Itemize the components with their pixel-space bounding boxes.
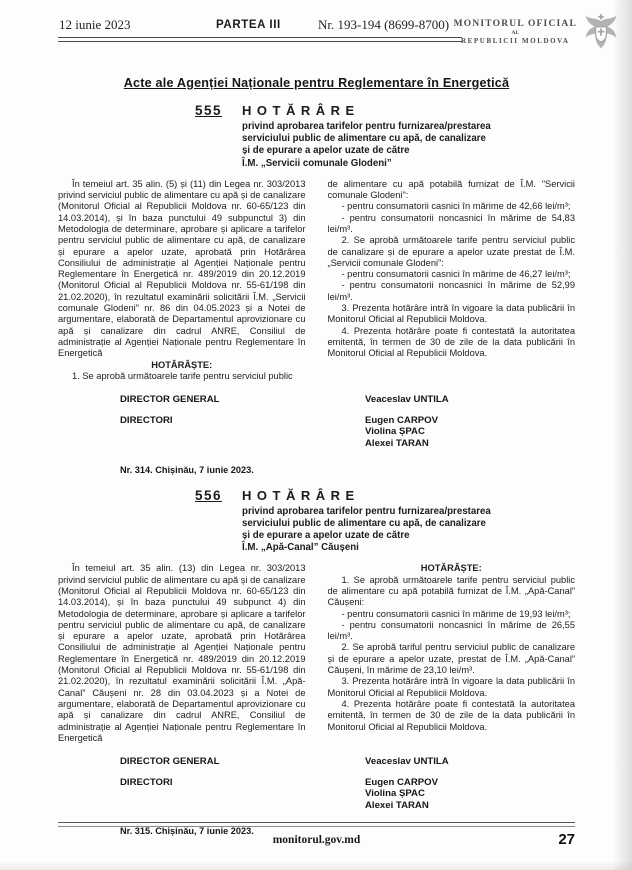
paragraph: 4. Prezenta hotărâre poate fi contestată la autoritatea emitentă, în termen de 30 de zile de la data publicării în Monitorul Oficial al Republicii Moldova. xyxy=(327,325,575,359)
decision-556-body xyxy=(58,563,575,744)
page-number: 27 xyxy=(558,831,575,848)
tariff-item: - pentru consumatorii noncasnici în mărime de 26,55 lei/m³. xyxy=(327,619,575,642)
issue-date: 12 iunie 2023 xyxy=(59,17,131,32)
decision-555 xyxy=(58,103,575,475)
paragraph: În temeiul art. 35 alin. (13) din Legea nr. 303/2013 privind serviciul public de alimentare cu apă și de canalizare (Monitorul Oficial al Republicii Moldova nr. 60-65/123 din 14.03.2014), și în baza punctului 49 subpunct 4) din Metodologia de determinare, aprobare și aplicare a tarifelor pentru serviciul public de alimentare cu apă, de canalizare și epurare a apelor uzate, aprobată prin Hotărârea Consiliului de administrație al Agenției Naționale pentru Reglementare în Energetică nr. 489/2019 din 20.12.2019 (Monitorul Oficial al Republicii Moldova nr. 55-61/198 din 21.02.2020), în rezultatul examinării solicitării Î.M. „Apă-Canal” Căușeni nr. 28 din 03.04.2023 și a Notei de argumentare, elaborată de Departamentul aprovizionare cu apă și canalizare din cadrul ANRE, Consiliul de administrație al Agenției Naționale pentru Reglementare în Energetică xyxy=(58,563,306,743)
masthead-title: MONITORUL OFICIAL xyxy=(453,19,577,29)
decision-type: HOTĂRÂRE xyxy=(242,103,360,118)
subtitle-line: și de epurare a apelor uzate de către xyxy=(242,145,410,157)
section-title: Acte ale Agenției Naționale pentru Reglementare în Energetică xyxy=(123,76,510,90)
tariff-item: - pentru consumatorii casnici în mărime de 42,66 lei/m³; xyxy=(341,201,571,212)
subtitle-line: Î.M. „Apă-Canal” Căușeni xyxy=(242,542,359,554)
decision-reference: Nr. 314. Chișinău, 7 iunie 2023. xyxy=(120,464,254,475)
paragraph: 3. Prezenta hotărâre intră în vigoare la data publicării în Monitorul Oficial al Republicii Moldova. xyxy=(327,303,575,325)
decision-subtitle xyxy=(242,121,491,170)
left-column xyxy=(58,179,306,382)
decision-556-head xyxy=(195,488,575,555)
director-general-label: DIRECTOR GENERAL xyxy=(120,756,220,768)
paragraph: 3. Prezenta hotărâre intră în vigoare la data publicării în Monitorul Oficial al Republicii Moldova. xyxy=(327,676,575,698)
subtitle-line: privind aprobarea tarifelor pentru furnizarea/prestarea xyxy=(242,505,491,517)
subtitle-line: și de epurare a apelor uzate de către xyxy=(242,529,410,541)
tariff-item: - pentru consumatorii casnici în mărime de 19,93 lei/m³; xyxy=(341,608,571,619)
hotaraste-heading: HOTĂRĂȘTE: xyxy=(420,563,482,574)
director-general-name: Veaceslav UNTILA xyxy=(365,394,449,406)
page-header xyxy=(58,12,575,62)
subtitle-line: Î.M. „Servicii comunale Glodeni” xyxy=(242,157,392,169)
left-column xyxy=(58,563,306,744)
directors-label: DIRECTORI xyxy=(120,776,173,788)
paragraph: 1. Se aprobă următoarele tarife pentru serviciul public de alimentare cu apă potabilă furnizat de Î.M. „Apă-Canal” Căușeni: xyxy=(327,574,575,608)
decision-number: 555 xyxy=(195,103,223,118)
moldova-coat-of-arms-icon xyxy=(583,13,619,58)
signature-block xyxy=(58,756,575,811)
directors-label: DIRECTORI xyxy=(120,414,173,426)
paragraph: 2. Se aprobă tariful pentru serviciul public de canalizare și de epurare a apelor uzate, prestat de Î.M. „Apă-Canal” Căușeni, în mărime de 23,10 lei/m³. xyxy=(327,642,575,676)
paragraph: 2. Se aprobă următoarele tarife pentru serviciul public de canalizare și de epurare a apelor uzate prestat de Î.M. „Servicii comunale Glodeni”: xyxy=(327,235,575,268)
decision-555-body xyxy=(58,179,575,382)
footer-double-rule xyxy=(58,822,575,827)
subtitle-line: privind aprobarea tarifelor pentru furnizarea/prestarea xyxy=(242,121,491,132)
paragraph: 4. Prezenta hotărâre poate fi contestată la autoritatea emitentă, în termen de 30 de zile de la data publicării în Monitorul Oficial al Republicii Moldova. xyxy=(327,698,575,732)
header-double-rule xyxy=(58,37,462,42)
masthead xyxy=(454,13,619,58)
director-name: Violina ȘPAC xyxy=(365,788,425,800)
decision-number: 556 xyxy=(195,487,223,503)
decision-reference: Nr. 315. Chișinău, 7 iunie 2023. xyxy=(120,826,254,837)
director-name: Eugen CARPOV xyxy=(365,414,439,426)
page-footer xyxy=(58,822,575,846)
masthead-subtitle: REPUBLICII MOLDOVA xyxy=(460,37,570,45)
signature-block xyxy=(58,394,575,449)
gazette-part: PARTEA III xyxy=(216,19,281,31)
director-name: Eugen CARPOV xyxy=(365,776,439,788)
paragraph: de alimentare cu apă potabilă furnizat de Î.M. "Servicii comunale Glodeni": xyxy=(327,178,575,201)
director-name: Alexei TARAN xyxy=(365,437,429,449)
decision-type: HOTĂRÂRE xyxy=(242,487,360,503)
directors-names xyxy=(365,415,575,450)
masthead-al: AL xyxy=(511,30,520,36)
footer-website: monitorul.gov.md xyxy=(272,834,361,846)
director-name: Violina ȘPAC xyxy=(365,426,425,438)
decision-subtitle xyxy=(242,506,491,555)
decision-title xyxy=(242,488,491,555)
issue-number: Nr. 193-194 (8699-8700) xyxy=(318,17,450,32)
tariff-item: - pentru consumatorii noncasnici în mărime de 52,99 lei/m³. xyxy=(327,280,575,302)
tariff-item: - pentru consumatorii casnici în mărime de 46,27 lei/m³; xyxy=(341,269,571,280)
director-name: Alexei TARAN xyxy=(365,799,429,811)
tariff-item: - pentru consumatorii noncasnici în mărime de 54,83 lei/m³. xyxy=(327,212,575,234)
right-column xyxy=(328,179,576,382)
decision-556 xyxy=(58,488,575,837)
directors-names xyxy=(365,777,575,812)
paragraph: În temeiul art. 35 alin. (5) și (11) din Legea nr. 303/2013 privind serviciul public de alimentare cu apă și de canalizare (Monitorul Oficial al Republicii Moldova nr. 60-65/123 din 14.03.2014), și în baza punctului 49 subpunctul 3) din Metodologia de determinare, aprobare și aplicare a tarifelor pentru serviciul public de alimentare cu apă, de canalizare și epurare a apelor uzate, aprobată prin Hotărârea Consiliului de administrație al Agenției Naționale pentru Reglementare în Energetică nr. 489/2019 din 20.12.2019 (Monitorul Oficial al Republicii Moldova nr. 55-61/198 din 21.02.2020), în rezultatul examinării solicitării Î.M. „Servicii comunale Glodeni” nr. 86 din 04.05.2023 și a Notei de argumentare, elaborată de Departamentul aprovizionare cu apă și canalizare din cadrul ANRE, Consiliul de administrație al Agenției Naționale pentru Reglementare în Energetică xyxy=(58,178,306,359)
decision-title xyxy=(242,103,491,170)
subtitle-line: serviciului public de alimentare cu apă, de canalizare xyxy=(242,133,486,145)
decision-555-head xyxy=(195,103,575,170)
subtitle-line: serviciului public de alimentare cu apă, de canalizare xyxy=(242,517,486,529)
right-column xyxy=(328,563,576,744)
hotaraste-heading: HOTĂRĂȘTE: xyxy=(151,359,213,370)
director-general-name: Veaceslav UNTILA xyxy=(365,756,449,768)
director-general-label: DIRECTOR GENERAL xyxy=(120,394,220,406)
masthead-text xyxy=(454,19,577,45)
paragraph: 1. Se aprobă următoarele tarife pentru serviciul public xyxy=(72,370,293,381)
